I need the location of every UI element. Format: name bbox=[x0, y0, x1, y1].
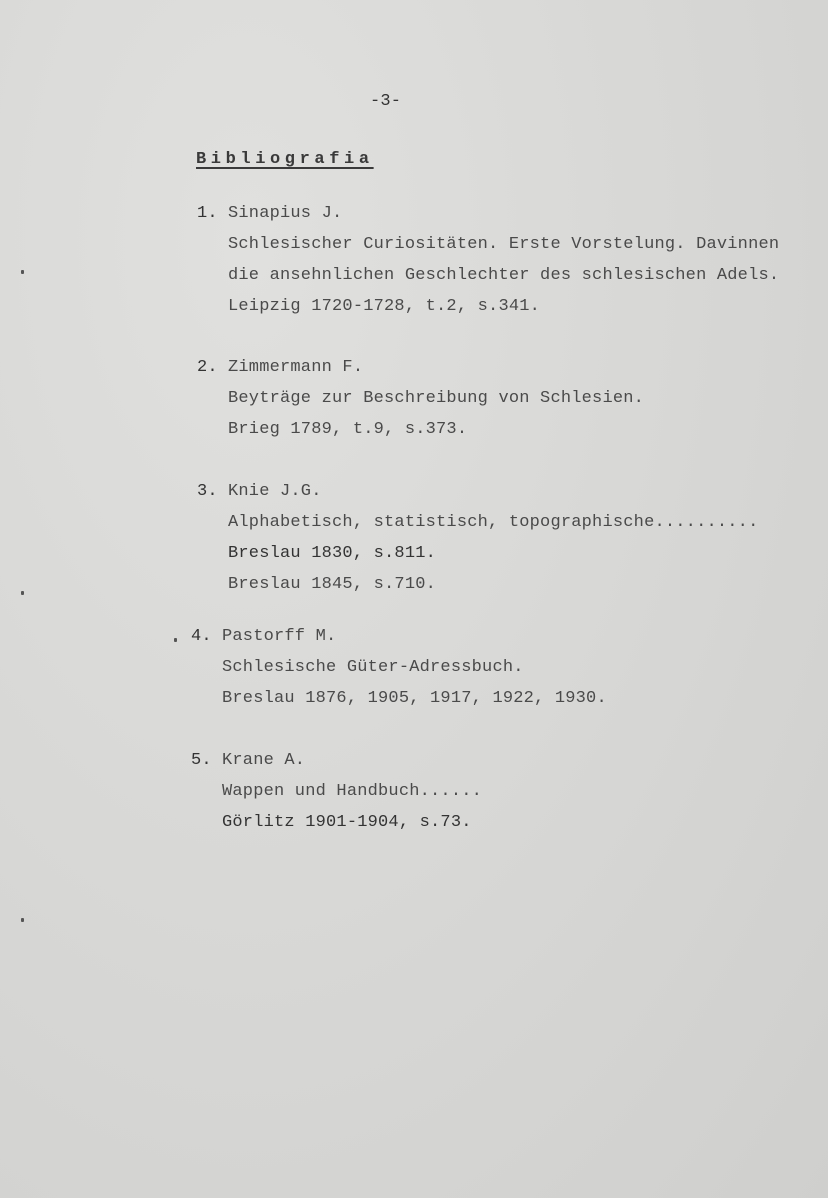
margin-mark bbox=[21, 918, 24, 922]
entry-line: Görlitz 1901-1904, s.73. bbox=[222, 813, 472, 832]
entry-line: Brieg 1789, t.9, s.373. bbox=[228, 420, 468, 439]
entry-author: Knie J.G. bbox=[228, 482, 322, 501]
entry-number: 3. bbox=[197, 482, 218, 501]
bibliography-heading: Bibliografia bbox=[196, 150, 374, 169]
entry-line: Breslau 1876, 1905, 1917, 1922, 1930. bbox=[222, 689, 607, 708]
entry-line: Leipzig 1720-1728, t.2, s.341. bbox=[228, 297, 541, 316]
page-number: -3- bbox=[370, 92, 402, 111]
entry-line: Breslau 1845, s.710. bbox=[228, 575, 437, 594]
entry-line: Schlesischer Curiositäten. Erste Vorstelung. Davinnen bbox=[228, 235, 780, 254]
entry-line: Wappen und Handbuch...... bbox=[222, 782, 483, 801]
entry-line: Schlesische Güter-Adressbuch. bbox=[222, 658, 524, 677]
entry-number: 1. bbox=[197, 204, 218, 223]
margin-mark bbox=[21, 591, 24, 595]
entry-author: Sinapius J. bbox=[228, 204, 343, 223]
margin-mark bbox=[21, 270, 24, 274]
entry-line: Beyträge zur Beschreibung von Schlesien. bbox=[228, 389, 645, 408]
entry-line: Alphabetisch, statistisch, topographische.......... bbox=[228, 513, 759, 532]
entry-author: Zimmermann F. bbox=[228, 358, 364, 377]
entry-line: Breslau 1830, s.811. bbox=[228, 544, 437, 563]
entry-author: Pastorff M. bbox=[222, 627, 337, 646]
entry-number: 2. bbox=[197, 358, 218, 377]
stray-mark bbox=[174, 638, 177, 642]
entry-line: die ansehnlichen Geschlechter des schlesischen Adels. bbox=[228, 266, 780, 285]
entry-author: Krane A. bbox=[222, 751, 306, 770]
entry-number: 4. bbox=[191, 627, 212, 646]
entry-number: 5. bbox=[191, 751, 212, 770]
